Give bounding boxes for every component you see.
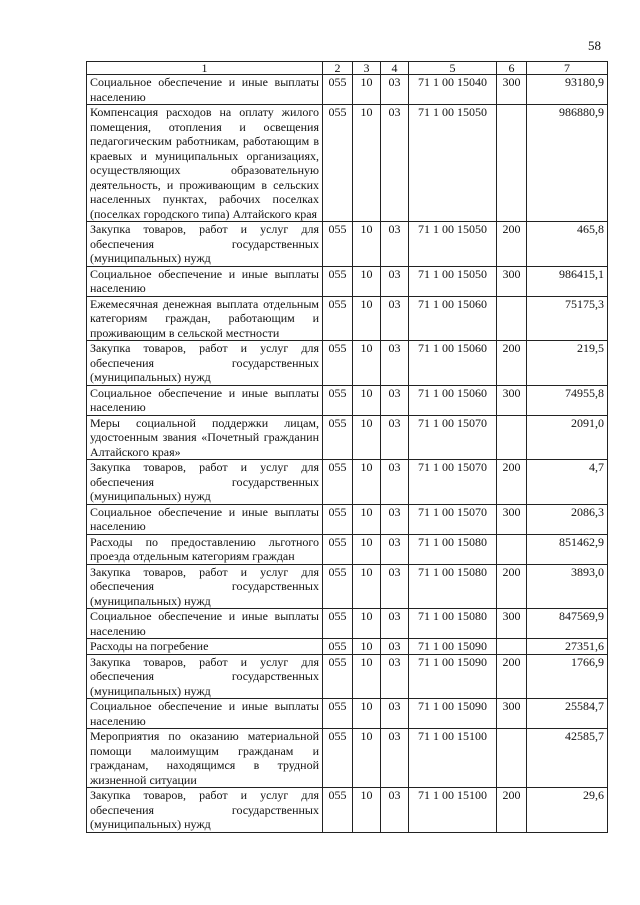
- row-description: Закупка товаров, работ и услуг для обеспечения государственных (муниципальных) нужд: [87, 564, 323, 609]
- row-target-article: 71 1 00 15100: [409, 729, 497, 788]
- row-expense-type: 200: [497, 564, 527, 609]
- row-expense-type: [497, 105, 527, 222]
- row-section-code: 10: [353, 105, 381, 222]
- row-target-article: 71 1 00 15080: [409, 609, 497, 639]
- table-row: [87, 788, 608, 833]
- row-ministry-code: 055: [323, 75, 353, 105]
- table-row: [87, 415, 608, 460]
- column-header: 2: [323, 62, 353, 75]
- row-target-article: 71 1 00 15060: [409, 296, 497, 341]
- row-section-code: 10: [353, 341, 381, 386]
- table-row: [87, 296, 608, 341]
- table-row: [87, 460, 608, 505]
- row-expense-type: 200: [497, 788, 527, 833]
- row-ministry-code: 055: [323, 609, 353, 639]
- table-header-row: [87, 62, 608, 75]
- table-row: [87, 654, 608, 699]
- row-subsection-code: 03: [381, 460, 409, 505]
- row-description: Закупка товаров, работ и услуг для обеспечения государственных (муниципальных) нужд: [87, 460, 323, 505]
- row-target-article: 71 1 00 15090: [409, 699, 497, 729]
- row-description: Закупка товаров, работ и услуг для обеспечения государственных (муниципальных) нужд: [87, 654, 323, 699]
- row-subsection-code: 03: [381, 534, 409, 564]
- row-description: Социальное обеспечение и иные выплаты населению: [87, 699, 323, 729]
- row-ministry-code: 055: [323, 105, 353, 222]
- row-ministry-code: 055: [323, 534, 353, 564]
- row-target-article: 71 1 00 15050: [409, 266, 497, 296]
- row-ministry-code: 055: [323, 460, 353, 505]
- row-target-article: 71 1 00 15050: [409, 105, 497, 222]
- row-subsection-code: 03: [381, 699, 409, 729]
- row-subsection-code: 03: [381, 222, 409, 267]
- row-target-article: 71 1 00 15070: [409, 415, 497, 460]
- row-description: Социальное обеспечение и иные выплаты населению: [87, 609, 323, 639]
- table-row: [87, 564, 608, 609]
- row-amount: 2086,3: [527, 504, 608, 534]
- row-amount: 1766,9: [527, 654, 608, 699]
- row-expense-type: [497, 639, 527, 655]
- row-amount: 851462,9: [527, 534, 608, 564]
- row-ministry-code: 055: [323, 564, 353, 609]
- row-target-article: 71 1 00 15070: [409, 460, 497, 505]
- row-amount: 219,5: [527, 341, 608, 386]
- table-row: [87, 504, 608, 534]
- table-row: [87, 266, 608, 296]
- row-section-code: 10: [353, 639, 381, 655]
- row-ministry-code: 055: [323, 266, 353, 296]
- row-subsection-code: 03: [381, 639, 409, 655]
- row-target-article: 71 1 00 15050: [409, 222, 497, 267]
- column-header: 3: [353, 62, 381, 75]
- row-expense-type: [497, 534, 527, 564]
- row-section-code: 10: [353, 385, 381, 415]
- row-expense-type: [497, 415, 527, 460]
- row-section-code: 10: [353, 75, 381, 105]
- row-ministry-code: 055: [323, 699, 353, 729]
- row-amount: 74955,8: [527, 385, 608, 415]
- row-section-code: 10: [353, 564, 381, 609]
- row-expense-type: 300: [497, 699, 527, 729]
- row-ministry-code: 055: [323, 415, 353, 460]
- row-ministry-code: 055: [323, 341, 353, 386]
- row-subsection-code: 03: [381, 609, 409, 639]
- row-expense-type: [497, 296, 527, 341]
- row-target-article: 71 1 00 15080: [409, 564, 497, 609]
- row-subsection-code: 03: [381, 341, 409, 386]
- row-description: Расходы на погребение: [87, 639, 323, 655]
- row-ministry-code: 055: [323, 222, 353, 267]
- row-section-code: 10: [353, 504, 381, 534]
- row-description: Социальное обеспечение и иные выплаты населению: [87, 385, 323, 415]
- row-subsection-code: 03: [381, 729, 409, 788]
- row-description: Меры социальной поддержки лицам, удостоенным звания «Почетный гражданин Алтайского края»: [87, 415, 323, 460]
- row-section-code: 10: [353, 222, 381, 267]
- row-amount: 93180,9: [527, 75, 608, 105]
- budget-table: [86, 61, 608, 833]
- row-amount: 27351,6: [527, 639, 608, 655]
- row-subsection-code: 03: [381, 415, 409, 460]
- page-number: 58: [588, 38, 601, 53]
- column-header: 1: [87, 62, 323, 75]
- table-row: [87, 639, 608, 655]
- row-description: Социальное обеспечение и иные выплаты населению: [87, 75, 323, 105]
- row-amount: 75175,3: [527, 296, 608, 341]
- row-subsection-code: 03: [381, 504, 409, 534]
- row-expense-type: 300: [497, 385, 527, 415]
- row-subsection-code: 03: [381, 75, 409, 105]
- row-section-code: 10: [353, 415, 381, 460]
- row-expense-type: 300: [497, 266, 527, 296]
- row-target-article: 71 1 00 15070: [409, 504, 497, 534]
- row-section-code: 10: [353, 609, 381, 639]
- row-description: Закупка товаров, работ и услуг для обеспечения государственных (муниципальных) нужд: [87, 788, 323, 833]
- row-target-article: 71 1 00 15040: [409, 75, 497, 105]
- row-amount: 4,7: [527, 460, 608, 505]
- row-expense-type: 200: [497, 460, 527, 505]
- row-ministry-code: 055: [323, 296, 353, 341]
- row-section-code: 10: [353, 699, 381, 729]
- row-description: Социальное обеспечение и иные выплаты населению: [87, 504, 323, 534]
- column-header: 4: [381, 62, 409, 75]
- row-description: Расходы по предоставлению льготного проезда отдельным категориям граждан: [87, 534, 323, 564]
- table-row: [87, 222, 608, 267]
- row-ministry-code: 055: [323, 385, 353, 415]
- row-section-code: 10: [353, 266, 381, 296]
- row-ministry-code: 055: [323, 654, 353, 699]
- table-body: [87, 62, 608, 833]
- row-target-article: 71 1 00 15060: [409, 341, 497, 386]
- table-row: [87, 729, 608, 788]
- row-section-code: 10: [353, 654, 381, 699]
- row-amount: 2091,0: [527, 415, 608, 460]
- row-amount: 29,6: [527, 788, 608, 833]
- table-row: [87, 699, 608, 729]
- row-expense-type: 200: [497, 222, 527, 267]
- row-expense-type: 200: [497, 341, 527, 386]
- row-section-code: 10: [353, 534, 381, 564]
- row-description: Компенсация расходов на оплату жилого помещения, отопления и освещения педагогическим работникам, работающим в краевых и муниципальных организациях, осуществляющих образовательную деятельность, и проживающим в сельских населенных пунктах, рабочих поселках (поселках городского типа) Алтайского края: [87, 105, 323, 222]
- row-description: Социальное обеспечение и иные выплаты населению: [87, 266, 323, 296]
- row-target-article: 71 1 00 15060: [409, 385, 497, 415]
- row-target-article: 71 1 00 15080: [409, 534, 497, 564]
- row-description: Закупка товаров, работ и услуг для обеспечения государственных (муниципальных) нужд: [87, 341, 323, 386]
- row-subsection-code: 03: [381, 788, 409, 833]
- column-header: 5: [409, 62, 497, 75]
- row-target-article: 71 1 00 15100: [409, 788, 497, 833]
- row-ministry-code: 055: [323, 639, 353, 655]
- row-subsection-code: 03: [381, 654, 409, 699]
- row-expense-type: 300: [497, 609, 527, 639]
- row-amount: 465,8: [527, 222, 608, 267]
- row-amount: 42585,7: [527, 729, 608, 788]
- row-amount: 3893,0: [527, 564, 608, 609]
- table-row: [87, 341, 608, 386]
- column-header: 7: [527, 62, 608, 75]
- row-amount: 25584,7: [527, 699, 608, 729]
- row-amount: 847569,9: [527, 609, 608, 639]
- row-expense-type: [497, 729, 527, 788]
- row-expense-type: 300: [497, 75, 527, 105]
- row-target-article: 71 1 00 15090: [409, 639, 497, 655]
- row-section-code: 10: [353, 460, 381, 505]
- row-description: Закупка товаров, работ и услуг для обеспечения государственных (муниципальных) нужд: [87, 222, 323, 267]
- row-subsection-code: 03: [381, 266, 409, 296]
- row-ministry-code: 055: [323, 788, 353, 833]
- row-ministry-code: 055: [323, 729, 353, 788]
- row-subsection-code: 03: [381, 385, 409, 415]
- table-row: [87, 105, 608, 222]
- row-subsection-code: 03: [381, 564, 409, 609]
- row-subsection-code: 03: [381, 105, 409, 222]
- table-row: [87, 75, 608, 105]
- row-description: Мероприятия по оказанию материальной помощи малоимущим гражданам и гражданам, находящимся в трудной жизненной ситуации: [87, 729, 323, 788]
- row-ministry-code: 055: [323, 504, 353, 534]
- row-expense-type: 200: [497, 654, 527, 699]
- row-subsection-code: 03: [381, 296, 409, 341]
- row-section-code: 10: [353, 729, 381, 788]
- row-section-code: 10: [353, 296, 381, 341]
- row-target-article: 71 1 00 15090: [409, 654, 497, 699]
- table-row: [87, 385, 608, 415]
- row-amount: 986415,1: [527, 266, 608, 296]
- row-description: Ежемесячная денежная выплата отдельным категориям граждан, работающим и проживающим в сельской местности: [87, 296, 323, 341]
- row-section-code: 10: [353, 788, 381, 833]
- row-expense-type: 300: [497, 504, 527, 534]
- table-row: [87, 609, 608, 639]
- row-amount: 986880,9: [527, 105, 608, 222]
- column-header: 6: [497, 62, 527, 75]
- table-row: [87, 534, 608, 564]
